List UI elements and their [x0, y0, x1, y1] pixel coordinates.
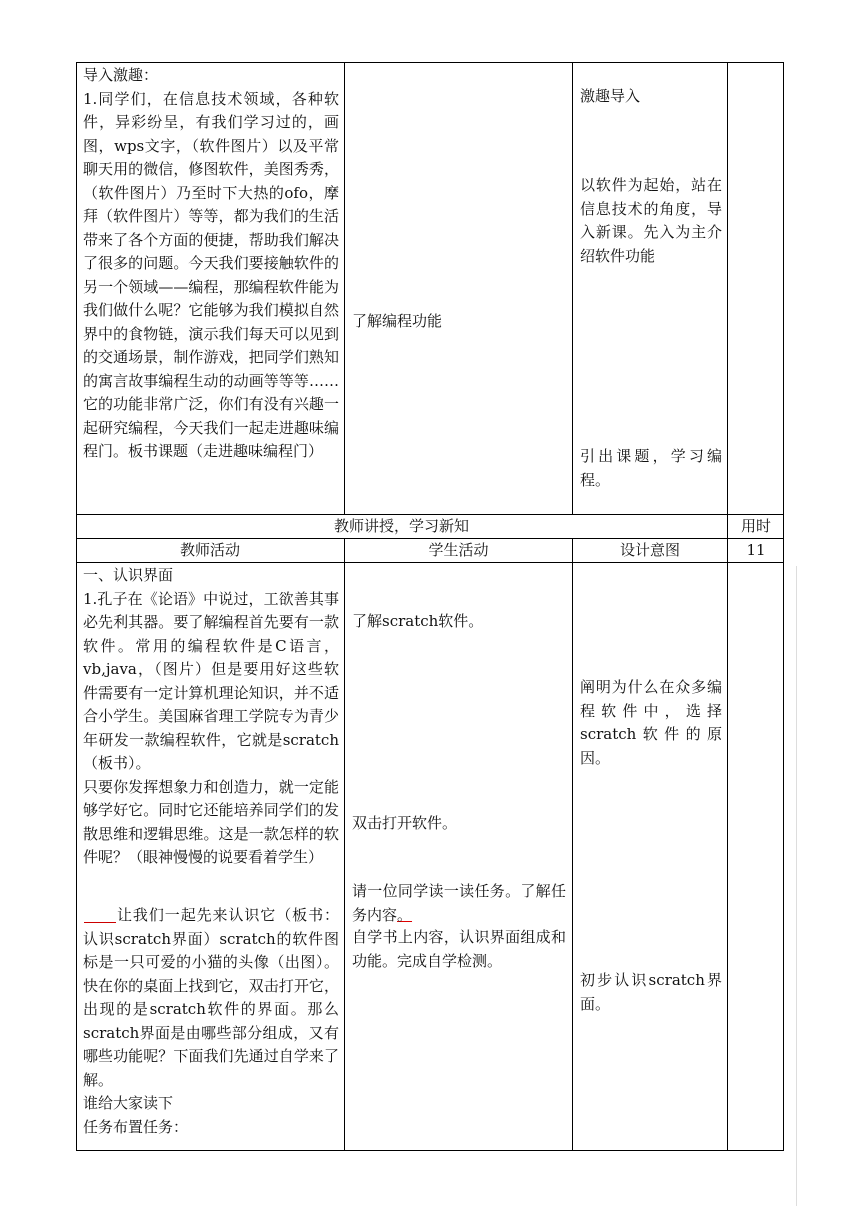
section2-design-intent-1: 阐明为什么在众多编程软件中，选择scratch软件的原因。 — [580, 678, 722, 767]
header-student-activity: 学生活动 — [428, 541, 489, 559]
header-time-value: 11 — [746, 541, 766, 559]
col-divider-6 — [727, 538, 728, 1151]
section2-title: 教师讲授，学习新知 — [333, 517, 469, 535]
section2-student-activity-3 — [352, 880, 566, 927]
col-divider-3 — [727, 62, 728, 514]
col-divider-1 — [344, 62, 345, 514]
student-activity-3-period: 。 — [397, 905, 413, 924]
col-divider-4 — [344, 538, 345, 1151]
section1-design-intent-2: 以软件为起始，站在信息技术的角度，导入新课。先入为主介绍软件功能 — [580, 176, 722, 265]
header-design-intent: 设计意图 — [619, 541, 680, 559]
section2-time-label: 用时 — [740, 517, 771, 535]
section2-design-intent-2: 初步认识scratch界面。 — [580, 971, 722, 1013]
section2-student-activity-4: 自学书上内容，认识界面组成和功能。完成自学检测。 — [352, 928, 566, 970]
section1-teacher-activity: 导入激趣： 1.同学们，在信息技术领域，各种软件，异彩纷呈，有我们学习过的，画图，wps文字，（软件图片）以及平常聊天用的微信，修图软件，美图秀秀，（软件图片）乃至时下大热的ofo，摩拜（软件图片）等等，都为我们的生活带来了各个方面的便捷，帮助我们解决了很多的问题。今天我们要接触软件的另一个领域——编程，那编程软件能为我们做什么呢？它能够为我们模拟自然界中的食物链，演示我们每天可以见到的交通场景，制作游戏，把同学们熟知的寓言故事编程生动的动画等等等……它的功能非常广泛，你们有没有兴趣一起研究编程，今天我们一起走进趣味编程门。板书课题（走进趣味编程门） — [83, 66, 339, 460]
col-divider-2 — [572, 62, 573, 514]
section2-teacher-activity-1: 一、认识界面 1.孔子在《论语》中说过，工欲善其事必先利其器。要了解编程首先要有一款软件。常用的编程软件是C语言，vb,java，（图片）但是要用好这些软件需要有一定计算机理论知识，并不适合小学生。美国麻省理工学院专为青少年研发一款编程软件，它就是scratch（板书）。 只要你发挥想象力和创造力，就一定能够学好它。同时它还能培养同学们的发散思维和逻辑思维。这是一款怎样的软件呢？（眼神慢慢的说要看着学生） — [83, 566, 339, 866]
section1-design-intent-3: 引出课题，学习编程。 — [580, 447, 722, 489]
col-divider-5 — [572, 538, 573, 1151]
header-teacher-activity: 教师活动 — [179, 541, 240, 559]
section2-student-activity-1: 了解scratch软件。 — [352, 612, 484, 630]
section1-design-intent-1: 激趣导入 — [580, 87, 641, 105]
student-activity-3-text: 请一位同学读一读任务。了解任务内容 — [352, 882, 566, 924]
section1-student-activity: 了解编程功能 — [352, 312, 443, 330]
page-edge-line — [796, 566, 797, 1206]
section2-student-activity-2: 双击打开软件。 — [352, 814, 458, 832]
section2-teacher-activity-2: 让我们一起先来认识它（板书：认识scratch界面）scratch的软件图标是一只可爱的小猫的头像（出图）。快在你的桌面上找到它，双击打开它，出现的是scratch软件的界面。那么scratch界面是由哪些部分组成，又有哪些功能呢？下面我们先通过自学来了解。 谁给大家读下 任务布置任务： — [83, 906, 339, 1136]
